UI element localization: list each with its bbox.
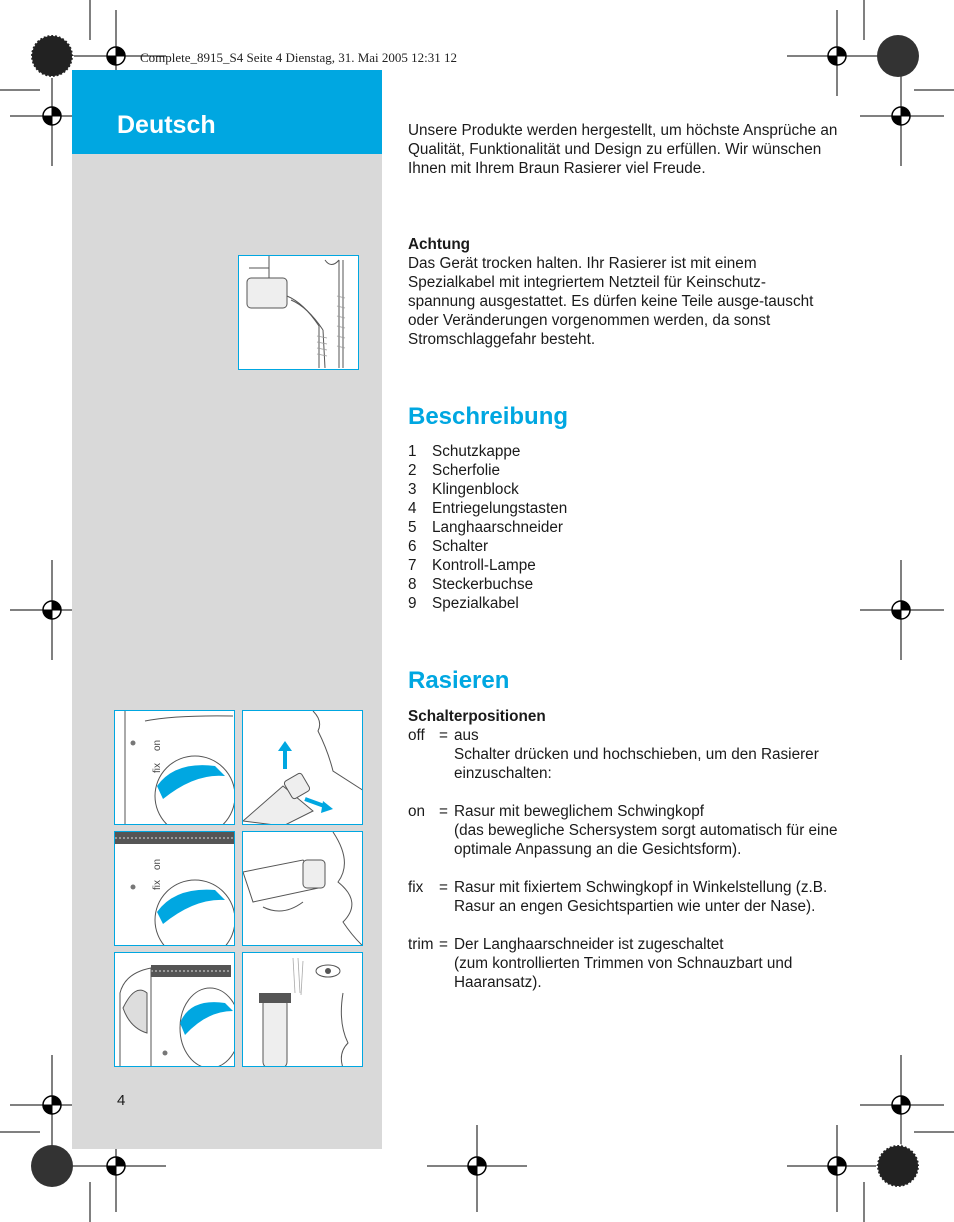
switch-on-row: on = Rasur mit beweglichem Schwingkopf: [408, 803, 704, 820]
switch-off-illustration: [114, 710, 235, 825]
switch-trim-row: trim = Der Langhaarschneider ist zugeschaltet: [408, 936, 724, 953]
switch-positions-title: Schalterpositionen: [408, 708, 546, 725]
language-title: Deutsch: [117, 111, 216, 139]
parts-list: [408, 442, 567, 613]
switch-off-detail: Schalter drücken und hochschieben, um den Rasierer einzuschalten:: [454, 746, 819, 782]
warning-text: Das Gerät trocken halten. Ihr Rasierer ist mit einem Spezialkabel mit integriertem Netzteil für Keinschutz-spannung ausgestattet. Es dürfen keine Teile ausge-tauscht oder Veränderungen vorgenommen werden, da sonst Stromschlaggefahr besteht.: [408, 255, 814, 348]
list-item: 5 Langhaarschneider: [408, 519, 563, 536]
print-slug: Complete_8915_S4 Seite 4 Dienstag, 31. Mai 2005 12:31 12: [140, 50, 458, 65]
switch-on-illustration: [114, 831, 235, 946]
page-number: 4: [117, 1092, 126, 1109]
shaving-heading: Rasieren: [408, 667, 510, 694]
plug-illustration: [238, 255, 359, 370]
list-item: 7 Kontroll-Lampe: [408, 557, 536, 574]
list-item: 3 Klingenblock: [408, 481, 519, 498]
switch-positions: [408, 707, 848, 992]
on-label-2: on: [152, 858, 163, 870]
switch-fix-row: fix = Rasur mit fixiertem Schwingkopf in Winkelstellung (z.B. Rasur an engen Gesichtspartien wie unter der Nase).: [408, 879, 828, 915]
list-item: 8 Steckerbuchse: [408, 576, 534, 593]
intro-paragraph: Unsere Produkte werden hergestellt, um höchste Ansprüche an Qualität, Funktionalität und Design zu erfüllen. Wir wünschen Ihnen mit Ihrem Braun Rasierer viel Freude.: [408, 122, 838, 177]
description-heading: Beschreibung: [408, 403, 569, 430]
switch-up-arrow-illustration: [242, 710, 363, 825]
list-item: 6 Schalter: [408, 538, 489, 555]
list-item: 1 Schutzkappe: [408, 443, 521, 460]
on-label: fix: [152, 763, 163, 773]
trimming-sideburn-illustration: [242, 952, 363, 1067]
trimmer-illustration: [114, 952, 235, 1067]
shaving-chin-illustration: [242, 831, 363, 946]
list-item: 2 Scherfolie: [408, 462, 501, 479]
list-item: 4 Entriegelungstasten: [408, 500, 568, 517]
switch-on-detail: (das bewegliche Schersystem sorgt automatisch für eine optimale Anpassung an die Gesichtsform).: [454, 822, 838, 858]
fix-label: on: [152, 739, 163, 751]
fix-label-2: fix: [152, 880, 163, 890]
list-item: 9 Spezialkabel: [408, 595, 519, 612]
switch-trim-detail: (zum kontrollierten Trimmen von Schnauzbart und Haaransatz).: [454, 955, 793, 991]
warning-title: Achtung: [408, 236, 471, 253]
switch-off-row: off = aus: [408, 727, 479, 744]
